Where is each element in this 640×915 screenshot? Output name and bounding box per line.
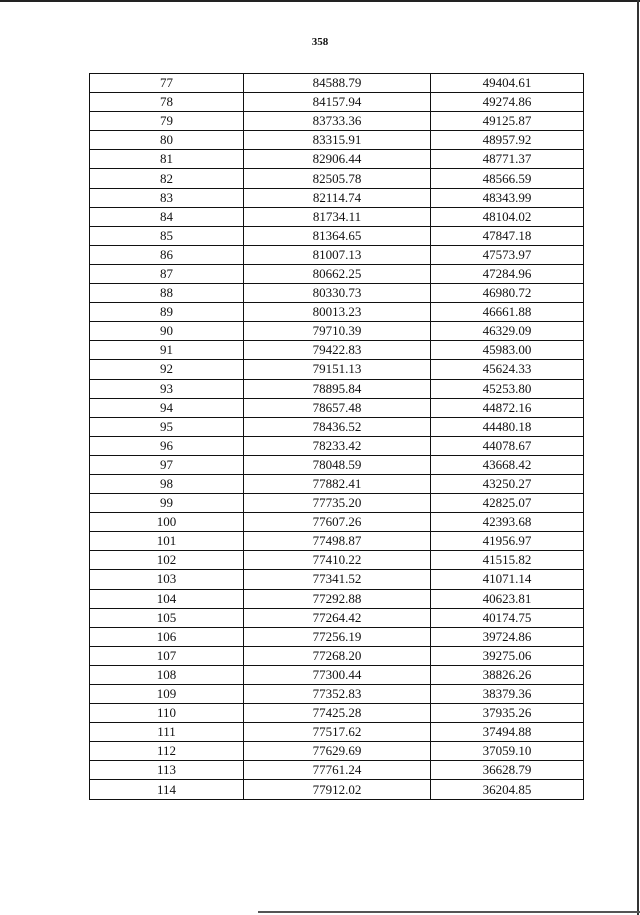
row-index-cell: 106 — [90, 627, 244, 646]
row-index-cell: 105 — [90, 608, 244, 627]
row-index-cell: 78 — [90, 93, 244, 112]
row-index-cell: 114 — [90, 780, 244, 799]
row-index-cell: 102 — [90, 551, 244, 570]
value-b-cell: 41071.14 — [431, 570, 584, 589]
value-a-cell: 77498.87 — [244, 532, 431, 551]
table-row — [90, 131, 584, 150]
value-a-cell: 77761.24 — [244, 761, 431, 780]
value-b-cell: 39724.86 — [431, 627, 584, 646]
value-b-cell: 47847.18 — [431, 226, 584, 245]
row-index-cell: 98 — [90, 474, 244, 493]
value-a-cell: 80013.23 — [244, 303, 431, 322]
value-b-cell: 42825.07 — [431, 494, 584, 513]
value-a-cell: 82505.78 — [244, 169, 431, 188]
table-row — [90, 494, 584, 513]
row-index-cell: 99 — [90, 494, 244, 513]
row-index-cell: 90 — [90, 322, 244, 341]
table-row — [90, 245, 584, 264]
value-b-cell: 44480.18 — [431, 417, 584, 436]
value-a-cell: 77256.19 — [244, 627, 431, 646]
value-b-cell: 43668.42 — [431, 455, 584, 474]
value-a-cell: 77410.22 — [244, 551, 431, 570]
value-b-cell: 49274.86 — [431, 93, 584, 112]
value-b-cell: 40174.75 — [431, 608, 584, 627]
value-b-cell: 38379.36 — [431, 685, 584, 704]
value-a-cell: 77292.88 — [244, 589, 431, 608]
value-b-cell: 41515.82 — [431, 551, 584, 570]
row-index-cell: 80 — [90, 131, 244, 150]
value-b-cell: 37059.10 — [431, 742, 584, 761]
table-row — [90, 322, 584, 341]
value-b-cell: 45624.33 — [431, 360, 584, 379]
table-row — [90, 398, 584, 417]
value-a-cell: 77425.28 — [244, 704, 431, 723]
value-b-cell: 46980.72 — [431, 284, 584, 303]
table-row — [90, 169, 584, 188]
table-row — [90, 723, 584, 742]
page-border-right — [637, 0, 639, 915]
table-row — [90, 436, 584, 455]
value-a-cell: 77352.83 — [244, 685, 431, 704]
value-a-cell: 78895.84 — [244, 379, 431, 398]
value-a-cell: 78657.48 — [244, 398, 431, 417]
row-index-cell: 113 — [90, 761, 244, 780]
value-a-cell: 77912.02 — [244, 780, 431, 799]
value-a-cell: 77607.26 — [244, 513, 431, 532]
value-b-cell: 47284.96 — [431, 264, 584, 283]
value-b-cell: 44872.16 — [431, 398, 584, 417]
value-b-cell: 49125.87 — [431, 112, 584, 131]
value-a-cell: 77268.20 — [244, 646, 431, 665]
table-row — [90, 780, 584, 799]
row-index-cell: 85 — [90, 226, 244, 245]
table-row — [90, 761, 584, 780]
row-index-cell: 108 — [90, 665, 244, 684]
table-row — [90, 742, 584, 761]
table-row — [90, 570, 584, 589]
row-index-cell: 88 — [90, 284, 244, 303]
value-a-cell: 79710.39 — [244, 322, 431, 341]
table-row — [90, 532, 584, 551]
table-row — [90, 379, 584, 398]
row-index-cell: 104 — [90, 589, 244, 608]
row-index-cell: 112 — [90, 742, 244, 761]
row-index-cell: 77 — [90, 74, 244, 93]
row-index-cell: 95 — [90, 417, 244, 436]
table-row — [90, 284, 584, 303]
page-number: 358 — [311, 36, 329, 48]
table-row — [90, 93, 584, 112]
value-a-cell: 77517.62 — [244, 723, 431, 742]
row-index-cell: 82 — [90, 169, 244, 188]
row-index-cell: 97 — [90, 455, 244, 474]
value-b-cell: 48343.99 — [431, 188, 584, 207]
row-index-cell: 81 — [90, 150, 244, 169]
value-a-cell: 79151.13 — [244, 360, 431, 379]
table-row — [90, 341, 584, 360]
value-a-cell: 83733.36 — [244, 112, 431, 131]
value-b-cell: 37935.26 — [431, 704, 584, 723]
row-index-cell: 94 — [90, 398, 244, 417]
value-a-cell: 82114.74 — [244, 188, 431, 207]
table-row — [90, 608, 584, 627]
value-a-cell: 77264.42 — [244, 608, 431, 627]
table-row — [90, 685, 584, 704]
table-body — [90, 74, 584, 800]
value-b-cell: 42393.68 — [431, 513, 584, 532]
table-row — [90, 360, 584, 379]
row-index-cell: 87 — [90, 264, 244, 283]
value-a-cell: 84588.79 — [244, 74, 431, 93]
value-b-cell: 44078.67 — [431, 436, 584, 455]
value-b-cell: 47573.97 — [431, 245, 584, 264]
value-a-cell: 82906.44 — [244, 150, 431, 169]
table-row — [90, 417, 584, 436]
row-index-cell: 110 — [90, 704, 244, 723]
row-index-cell: 107 — [90, 646, 244, 665]
value-a-cell: 84157.94 — [244, 93, 431, 112]
value-a-cell: 79422.83 — [244, 341, 431, 360]
table-row — [90, 646, 584, 665]
value-b-cell: 45253.80 — [431, 379, 584, 398]
value-b-cell: 48566.59 — [431, 169, 584, 188]
value-b-cell: 37494.88 — [431, 723, 584, 742]
row-index-cell: 103 — [90, 570, 244, 589]
row-index-cell: 109 — [90, 685, 244, 704]
value-b-cell: 49404.61 — [431, 74, 584, 93]
table-row — [90, 551, 584, 570]
value-a-cell: 83315.91 — [244, 131, 431, 150]
value-b-cell: 43250.27 — [431, 474, 584, 493]
value-a-cell: 77341.52 — [244, 570, 431, 589]
value-a-cell: 78436.52 — [244, 417, 431, 436]
row-index-cell: 91 — [90, 341, 244, 360]
table-row — [90, 589, 584, 608]
data-table — [89, 73, 584, 800]
value-b-cell: 40623.81 — [431, 589, 584, 608]
value-a-cell: 80330.73 — [244, 284, 431, 303]
table-row — [90, 474, 584, 493]
table-row — [90, 226, 584, 245]
table-row — [90, 207, 584, 226]
value-b-cell: 41956.97 — [431, 532, 584, 551]
table-row — [90, 150, 584, 169]
table-row — [90, 74, 584, 93]
row-index-cell: 100 — [90, 513, 244, 532]
value-b-cell: 46661.88 — [431, 303, 584, 322]
value-b-cell: 36204.85 — [431, 780, 584, 799]
row-index-cell: 89 — [90, 303, 244, 322]
value-b-cell: 38826.26 — [431, 665, 584, 684]
row-index-cell: 84 — [90, 207, 244, 226]
value-a-cell: 78233.42 — [244, 436, 431, 455]
table-row — [90, 264, 584, 283]
table-row — [90, 303, 584, 322]
value-a-cell: 78048.59 — [244, 455, 431, 474]
value-a-cell: 81007.13 — [244, 245, 431, 264]
value-a-cell: 81734.11 — [244, 207, 431, 226]
row-index-cell: 101 — [90, 532, 244, 551]
value-b-cell: 48104.02 — [431, 207, 584, 226]
table-row — [90, 188, 584, 207]
value-b-cell: 36628.79 — [431, 761, 584, 780]
value-b-cell: 39275.06 — [431, 646, 584, 665]
row-index-cell: 86 — [90, 245, 244, 264]
value-b-cell: 46329.09 — [431, 322, 584, 341]
table-row — [90, 665, 584, 684]
row-index-cell: 111 — [90, 723, 244, 742]
value-a-cell: 81364.65 — [244, 226, 431, 245]
table-row — [90, 627, 584, 646]
table-row — [90, 704, 584, 723]
row-index-cell: 79 — [90, 112, 244, 131]
value-b-cell: 48957.92 — [431, 131, 584, 150]
table-row — [90, 455, 584, 474]
table-row — [90, 112, 584, 131]
page-border-top — [0, 0, 640, 2]
value-a-cell: 77629.69 — [244, 742, 431, 761]
value-a-cell: 77735.20 — [244, 494, 431, 513]
page-border-bottom — [258, 911, 640, 913]
value-a-cell: 80662.25 — [244, 264, 431, 283]
value-b-cell: 45983.00 — [431, 341, 584, 360]
row-index-cell: 92 — [90, 360, 244, 379]
row-index-cell: 93 — [90, 379, 244, 398]
value-b-cell: 48771.37 — [431, 150, 584, 169]
row-index-cell: 83 — [90, 188, 244, 207]
table-row — [90, 513, 584, 532]
value-a-cell: 77300.44 — [244, 665, 431, 684]
row-index-cell: 96 — [90, 436, 244, 455]
value-a-cell: 77882.41 — [244, 474, 431, 493]
